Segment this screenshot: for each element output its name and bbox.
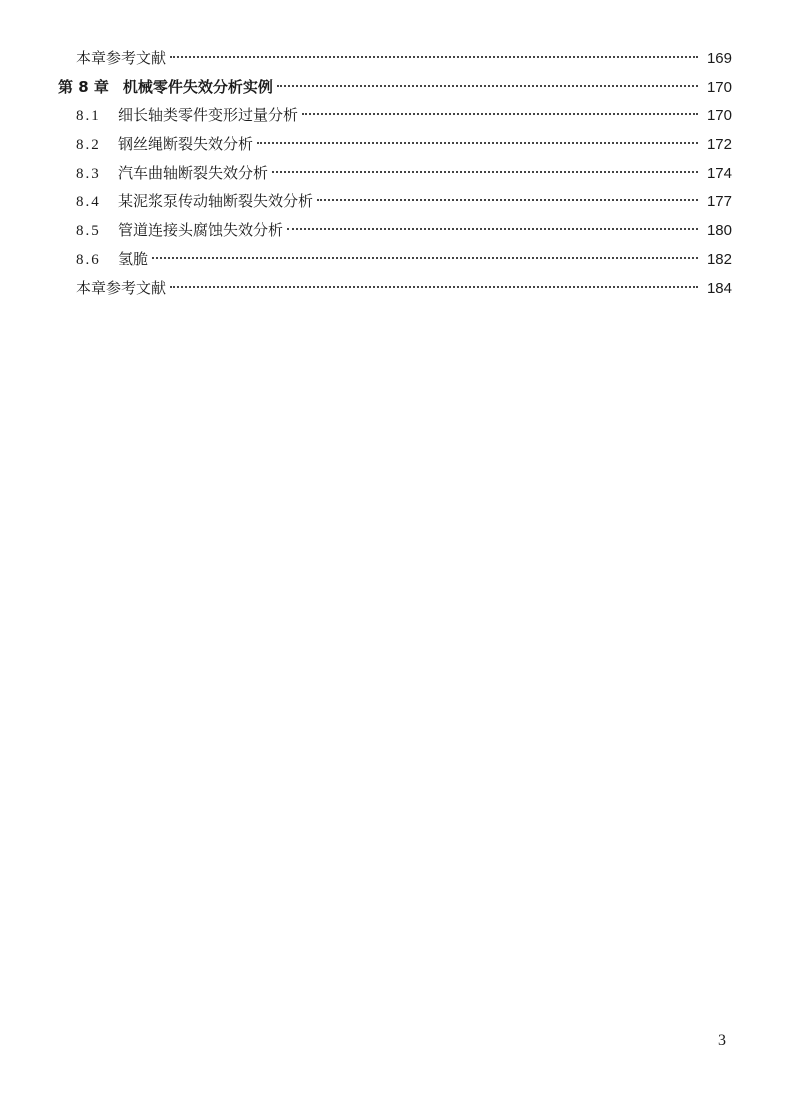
toc-entry-section-8-2[interactable] [58,130,732,159]
toc-entry-title: 钢丝绳断裂失效分析 [118,135,254,154]
toc-entry-section-8-5[interactable] [58,216,732,245]
toc-entry-title: 管道连接头腐蚀失效分析 [118,221,284,240]
toc-entry-page: 170 [706,107,732,125]
page-number: 3 [718,1032,726,1049]
section-number: 8.3 [76,165,101,182]
toc-entry-page: 174 [706,164,732,182]
dot-leader [302,113,698,115]
toc-entry-section-8-1[interactable] [58,101,732,130]
toc-entry-chapter-8[interactable] [58,73,732,102]
toc-entry-references-ch8[interactable] [58,274,732,303]
toc-entry-section-8-4[interactable] [58,187,732,216]
dot-leader [170,286,698,288]
dot-leader [272,171,698,173]
toc-entry-title: 细长轴类零件变形过量分析 [118,106,299,125]
dot-leader [152,257,698,259]
toc-entry-page: 182 [706,250,732,268]
dot-leader [277,85,698,87]
chapter-label: 第 8 章 [58,77,109,96]
toc-entry-title: 本章参考文献 [76,278,167,297]
toc-entry-page: 170 [706,78,732,96]
toc-entry-title: 氢脆 [118,249,149,268]
toc-entry-title: 机械零件失效分析实例 [122,77,273,96]
toc-entry-title: 汽车曲轴断裂失效分析 [118,163,269,182]
dot-leader [257,142,698,144]
toc-entry-section-8-6[interactable] [58,245,732,274]
dot-leader [287,228,698,230]
toc-entry-title: 本章参考文献 [76,49,167,67]
section-number: 8.1 [76,108,101,125]
dot-leader [317,199,698,201]
toc-entry-page: 177 [706,193,732,211]
toc-entry-references-ch7[interactable] [58,44,732,73]
toc-entry-page: 184 [706,279,732,297]
table-of-contents [58,44,732,302]
toc-entry-page: 180 [706,222,732,240]
toc-entry-page: 172 [706,136,732,154]
toc-entry-section-8-3[interactable] [58,159,732,188]
section-number: 8.2 [76,137,101,154]
section-number: 8.6 [76,251,101,268]
section-number: 8.5 [76,223,101,240]
section-number: 8.4 [76,194,101,211]
toc-entry-title: 某泥浆泵传动轴断裂失效分析 [118,192,314,211]
toc-entry-page: 169 [706,50,732,67]
dot-leader [170,56,698,58]
